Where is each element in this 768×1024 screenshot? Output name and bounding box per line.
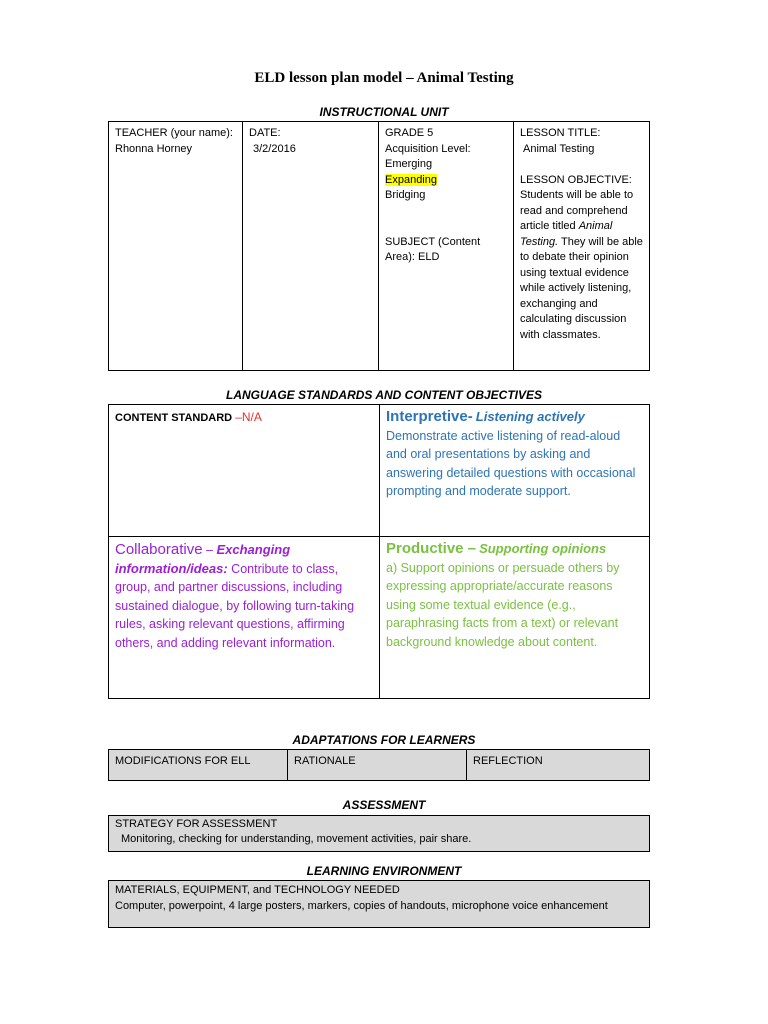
- grade-label: GRADE 5: [385, 127, 434, 139]
- subject-label: SUBJECT (Content: [385, 235, 481, 248]
- grade-cell: [379, 122, 514, 371]
- assessment-table: [108, 815, 650, 852]
- page-title: ELD lesson plan model – Animal Testing: [254, 70, 514, 86]
- interpretive-body: Demonstrate active listening of read-aloud and oral presentations by asking and answering detailed questions with occasional prompting and moderate support.: [386, 428, 636, 498]
- instructional-unit-table: [108, 121, 650, 371]
- adaptations-col-reflection: REFLECTION: [467, 750, 650, 781]
- section-heading-learning-environment: LEARNING ENVIRONMENT: [306, 864, 462, 878]
- lesson-title-label: LESSON TITLE:: [520, 127, 601, 139]
- collaborative-subtitle: Exchanging information/ideas:: [115, 542, 291, 576]
- section-heading-adaptations: ADAPTATIONS FOR LEARNERS: [292, 733, 476, 747]
- collaborative-title: Collaborative: [115, 541, 203, 558]
- language-standards-table: [108, 404, 650, 699]
- lesson-title: Animal Testing: [523, 142, 595, 155]
- productive-cell: [380, 537, 650, 699]
- content-standard-cell: [109, 405, 380, 537]
- environment-value: Computer, powerpoint, 4 large posters, markers, copies of handouts, microphone voice enhancement: [115, 900, 608, 912]
- content-standard-value: –N/A: [235, 410, 262, 424]
- acquisition-label: Acquisition Level:: [385, 142, 471, 155]
- interpretive-title: Interpretive-: [386, 408, 473, 425]
- level-bridging: Bridging: [385, 189, 426, 201]
- level-emerging: Emerging: [385, 158, 433, 170]
- section-heading-assessment: ASSESSMENT: [342, 798, 426, 812]
- section-heading-language-standards: LANGUAGE STANDARDS AND CONTENT OBJECTIVES: [225, 388, 542, 402]
- assessment-label: STRATEGY FOR ASSESSMENT: [115, 818, 278, 830]
- date-cell: [243, 122, 379, 371]
- section-heading-instructional-unit: INSTRUCTIONAL UNIT: [319, 105, 449, 119]
- adaptations-table: [108, 749, 650, 781]
- date-label: DATE:: [249, 127, 281, 139]
- teacher-label: TEACHER (your name):: [115, 127, 233, 139]
- environment-label: MATERIALS, EQUIPMENT, and TECHNOLOGY NEEDED: [115, 884, 400, 896]
- assessment-cell: [109, 816, 650, 852]
- teacher-name: Rhonna Horney: [115, 142, 193, 155]
- environment-cell: [109, 881, 650, 928]
- adaptations-col-rationale: RATIONALE: [288, 750, 467, 781]
- interpretive-subtitle: Listening actively: [475, 409, 585, 424]
- interpretive-cell: [380, 405, 650, 537]
- productive-title: Productive –: [386, 540, 477, 557]
- adaptations-col-modifications: MODIFICATIONS FOR ELL: [109, 750, 288, 781]
- lesson-objective: Students will be able to read and comprehend article titled Animal Testing. They will be able to debate their opinion using textual evidence while actively listening, exchanging and calculating discussion with classmates.: [520, 189, 643, 341]
- productive-body: a) Support opinions or persuade others by expressing appropriate/accurate reasons using some textual evidence (e.g., paraphrasing facts from a text) or relevant background knowledge about content.: [386, 560, 620, 649]
- collaborative-body: Contribute to class, group, and partner discussions, including sustained dialogue, by following turn-taking rules, asking relevant questions, affirming others, and adding relevant information.: [115, 561, 355, 650]
- assessment-value: Monitoring, checking for understanding, movement activities, pair share.: [121, 833, 472, 845]
- lesson-cell: [514, 122, 650, 371]
- learning-environment-table: [108, 880, 650, 928]
- lesson-objective-label: LESSON OBJECTIVE:: [520, 173, 632, 186]
- content-standard-label: CONTENT STANDARD: [115, 412, 233, 424]
- level-expanding: Expanding: [385, 173, 437, 186]
- teacher-cell: [109, 122, 243, 371]
- productive-subtitle: Supporting opinions: [479, 541, 607, 556]
- collaborative-cell: Collaborative – Exchanging information/ideas: Contribute to class, group, and partner discussions, including sustained dialogue, by following turn-taking rules, asking relevant questions, affirming others, and adding relevant information.: [109, 537, 380, 699]
- subject-value: Area): ELD: [385, 251, 440, 263]
- date-value: 3/2/2016: [253, 142, 296, 155]
